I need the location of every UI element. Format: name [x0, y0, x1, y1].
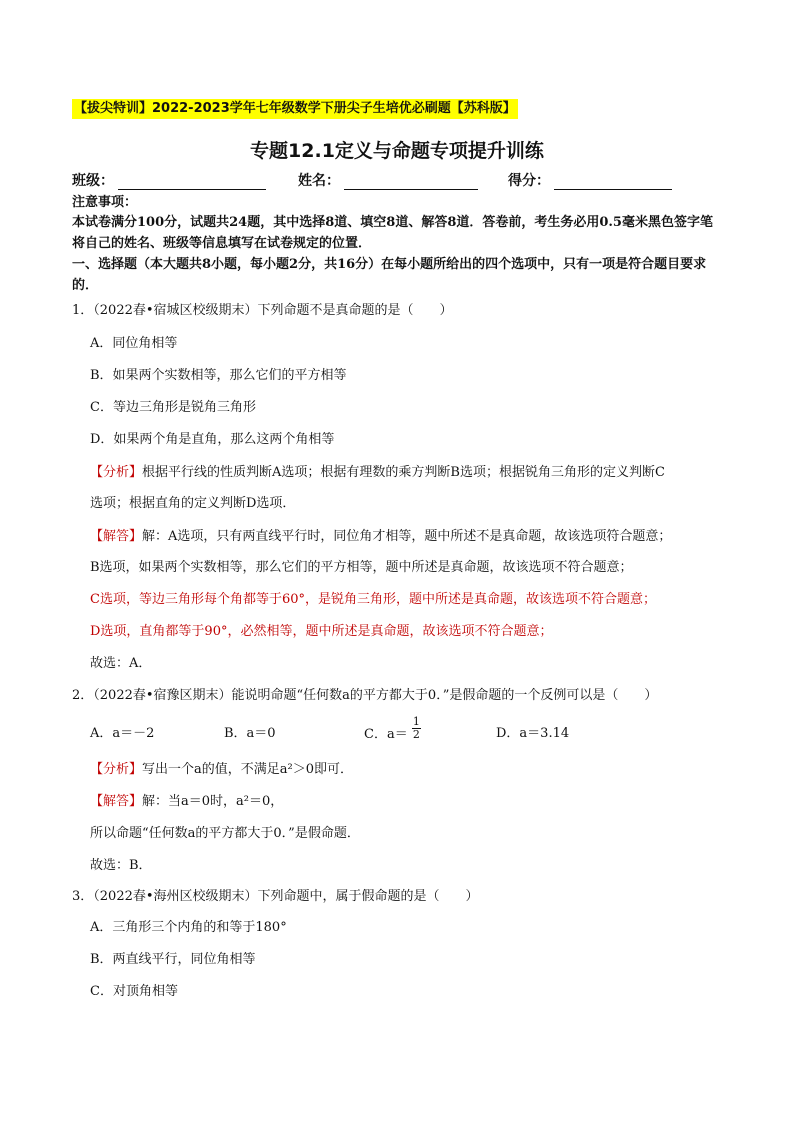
- q1-answer-line2: B选项，如果两个实数相等，那么它们的平方相等，题中所述是真命题，故该选项不符合题意；: [90, 560, 633, 575]
- q1-answer-tag: 【解答】: [90, 529, 143, 544]
- fraction-one-half: $\frac{1}{2}$: [412, 715, 420, 741]
- q1-option-b: B．如果两个实数相等，那么它们的平方相等: [90, 368, 347, 383]
- notes-heading: 注意事项：: [72, 195, 138, 210]
- name-field[interactable]: [298, 170, 478, 190]
- q2-option-a: A．a＝－2: [90, 726, 155, 741]
- score-label: 得分：: [508, 173, 550, 189]
- name-label: 姓名：: [298, 173, 340, 189]
- q2-analysis: 【分析】写出一个a的值，不满足a²＞0即可．: [90, 762, 353, 777]
- student-info-row: [72, 170, 712, 190]
- notes-text: 本试卷满分100分，试题共24题，其中选择8道、填空8道、解答8道．答卷前，考生务必用0.5毫米黑色签字笔将自己的姓名、班级等信息填写在试卷规定的位置．: [72, 215, 713, 251]
- q2-options-row: [90, 716, 710, 752]
- q1-option-a: A．同位角相等: [90, 336, 178, 351]
- q3-option-a: A．三角形三个内角的和等于180°: [90, 920, 287, 935]
- series-banner: 【拔尖特训】2022-2023学年七年级数学下册尖子生培优必刷题【苏科版】: [72, 99, 518, 119]
- q2-conclusion: 故选：B．: [90, 858, 152, 873]
- class-blank[interactable]: [118, 173, 266, 190]
- section-heading: 一、选择题（本大题共8小题，每小题2分，共16分）在每小题所给出的四个选项中，只有一项是符合题目要求的．: [72, 257, 707, 293]
- q3-option-c: C．对顶角相等: [90, 984, 178, 999]
- q3-option-b: B．两直线平行，同位角相等: [90, 952, 256, 967]
- q2-answer-tag: 【解答】: [90, 794, 143, 809]
- question-3-stem: 3．（2022春•海州区校级期末）下列命题中，属于假命题的是（ ）: [72, 889, 479, 904]
- q1-analysis-line2: 选项；根据直角的定义判断D选项．: [90, 496, 296, 511]
- q1-option-c: C．等边三角形是锐角三角形: [90, 400, 256, 415]
- class-label: 班级：: [72, 173, 114, 189]
- q2-answer: 【解答】解：当a＝0时，a²＝0，: [90, 794, 284, 809]
- q1-option-d: D．如果两个角是直角，那么这两个角相等: [90, 432, 335, 447]
- q1-conclusion: 故选：A．: [90, 656, 152, 671]
- q1-answer-line1: 【解答】解：A选项，只有两直线平行时，同位角才相等，题中所述不是真命题，故该选项符合题意；: [90, 529, 672, 544]
- q1-analysis-tag: 【分析】: [90, 465, 143, 480]
- q2-option-b: B．a＝0: [224, 726, 276, 741]
- q1-answer-line3: C选项，等边三角形每个角都等于60°，是锐角三角形，题中所述是真命题，故该选项不符合题意；: [90, 592, 656, 607]
- question-2-stem: 2．（2022春•宿豫区期末）能说明命题“任何数a的平方都大于0．”是假命题的一个反例可以是（ ）: [72, 688, 658, 703]
- q2-analysis-tag: 【分析】: [90, 762, 143, 777]
- score-field[interactable]: [508, 170, 672, 190]
- q1-answer-line4: D选项，直角都等于90°，必然相等，题中所述是真命题，故该选项不符合题意；: [90, 624, 553, 639]
- question-1-stem: 1．（2022春•宿城区校级期末）下列命题不是真命题的是（ ）: [72, 303, 453, 318]
- score-blank[interactable]: [554, 173, 672, 190]
- class-field[interactable]: [72, 170, 266, 190]
- q1-analysis-line1: 【分析】根据平行线的性质判断A选项；根据有理数的乘方判断B选项；根据锐角三角形的定义判断C: [90, 465, 665, 480]
- q2-answer-line2: 所以命题“任何数a的平方都大于0．”是假命题．: [90, 826, 360, 841]
- q2-option-c: C．a＝ $\frac{1}{2}$: [364, 715, 420, 742]
- name-blank[interactable]: [344, 173, 478, 190]
- page-title: 专题12.1定义与命题专项提升训练: [250, 140, 544, 162]
- q2-option-d: D．a＝3.14: [496, 726, 570, 741]
